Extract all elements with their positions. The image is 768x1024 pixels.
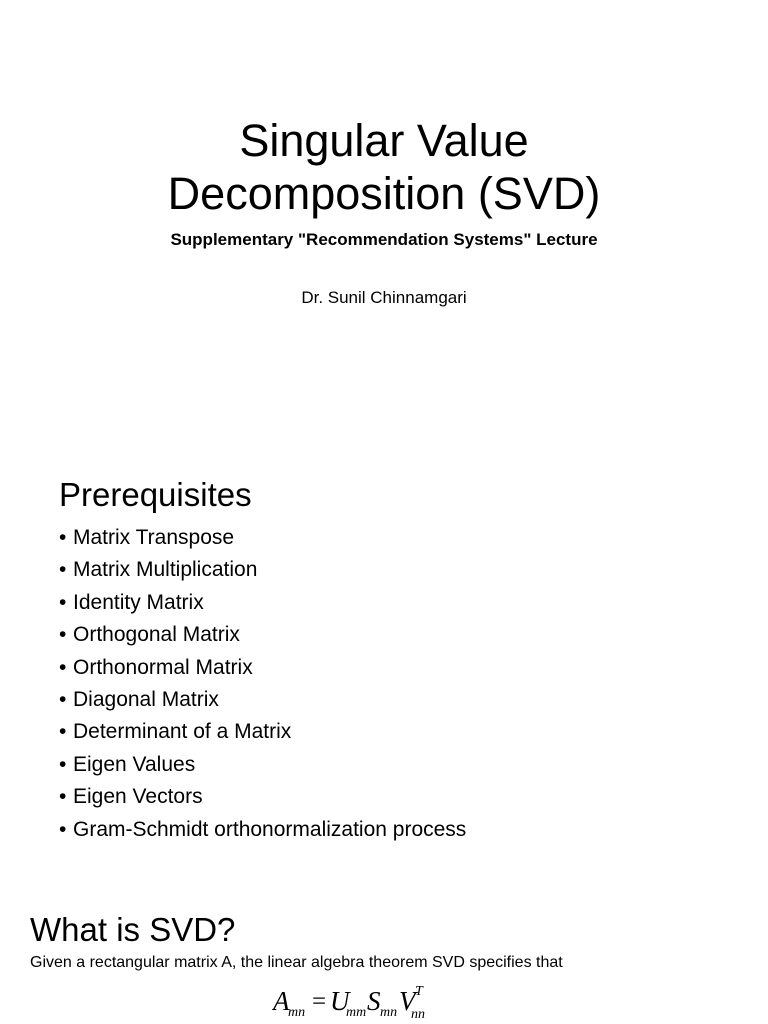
formula-S: S	[367, 986, 381, 1016]
list-item	[59, 781, 739, 813]
list-item-label: Matrix Multiplication	[73, 558, 258, 582]
list-item	[59, 814, 739, 846]
formula-S-subscript: mn	[380, 1005, 398, 1020]
prerequisites-section	[59, 474, 739, 846]
svd-formula	[272, 978, 432, 1024]
list-item	[59, 554, 739, 586]
bullet: •	[59, 623, 67, 647]
svd-heading: What is SVD?	[30, 911, 236, 948]
formula-V: V	[399, 986, 416, 1016]
list-item-label: Determinant of a Matrix	[73, 720, 292, 744]
list-item	[59, 522, 739, 554]
subtitle: Supplementary "Recommendation Systems" Lecture	[170, 230, 598, 249]
bullet: •	[59, 655, 67, 679]
bullet: •	[59, 785, 67, 809]
prerequisites-list	[59, 522, 739, 846]
bullet: •	[59, 817, 67, 841]
formula-A: A	[273, 986, 290, 1016]
author: Dr. Sunil Chinnamgari	[301, 288, 467, 307]
bullet: •	[59, 752, 67, 776]
title-line-2: Decomposition (SVD)	[167, 168, 601, 219]
list-item-label: Eigen Vectors	[73, 785, 203, 809]
svd-formula-svg	[272, 978, 432, 1024]
list-item	[59, 716, 739, 748]
bullet: •	[59, 687, 67, 711]
formula-U-subscript: mm	[346, 1005, 367, 1020]
list-item-label: Orthogonal Matrix	[73, 623, 240, 647]
prerequisites-heading: Prerequisites	[59, 476, 252, 513]
formula-equals: =	[312, 988, 327, 1015]
list-item-label: Identity Matrix	[73, 590, 204, 614]
list-item	[59, 587, 739, 619]
formula-U: U	[330, 986, 350, 1016]
list-item-label: Orthonormal Matrix	[73, 655, 253, 679]
formula-A-subscript: mn	[288, 1005, 306, 1020]
bullet: •	[59, 558, 67, 582]
list-item	[59, 749, 739, 781]
title-line-1: Singular Value	[239, 115, 529, 166]
title-block	[0, 114, 768, 309]
formula-V-subscript: nn	[411, 1007, 425, 1022]
bullet: •	[59, 526, 67, 549]
list-item	[59, 652, 739, 684]
list-item-label: Diagonal Matrix	[73, 687, 219, 711]
bullet: •	[59, 590, 67, 614]
list-item-label: Matrix Transpose	[73, 526, 235, 549]
bullet: •	[59, 720, 67, 744]
list-item-label: Eigen Values	[73, 752, 196, 776]
list-item-label: Gram-Schmidt orthonormalization process	[73, 817, 467, 841]
list-item	[59, 619, 739, 651]
formula-V-superscript: T	[415, 984, 423, 999]
list-item	[59, 684, 739, 716]
svd-description: Given a rectangular matrix A, the linear algebra theorem SVD specifies that	[30, 954, 563, 971]
svd-section	[30, 907, 750, 973]
